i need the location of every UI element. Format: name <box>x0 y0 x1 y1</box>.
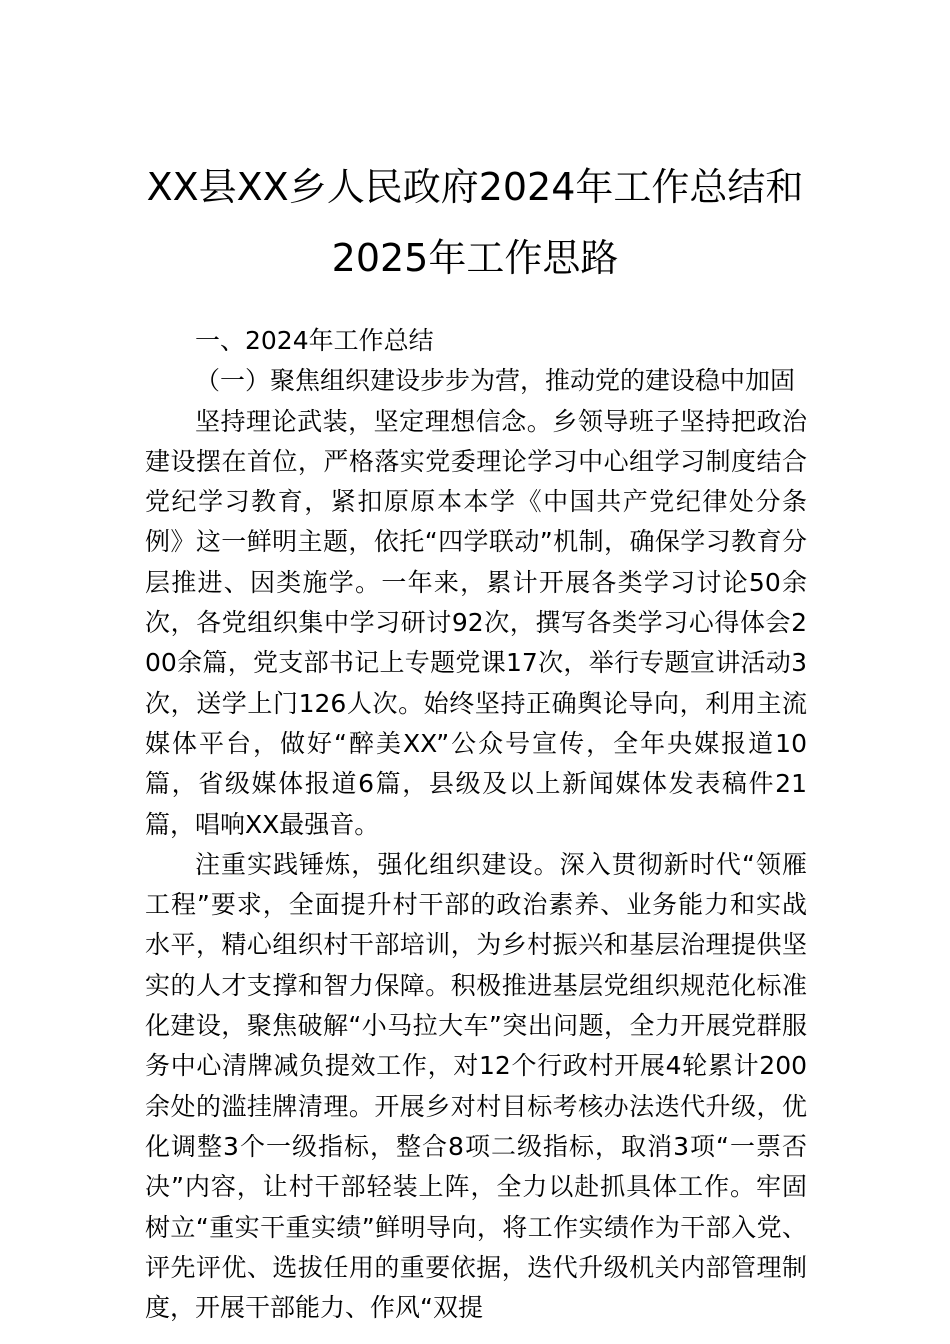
document-title-line-1: XX县XX乡人民政府2024年工作总结和 <box>146 165 804 209</box>
body-paragraph-1: 坚持理论武装，坚定理想信念。乡领导班子坚持把政治建设摆在首位，严格落实党委理论学习中心组学习制度结合党纪学习教育，紧扣原原本本学《中国共产党纪律处分条例》这一鲜明主题，依托“四学联动”机制，确保学习教育分层推进、因类施学。一年来，累计开展各类学习讨论50余次，各党组织集中学习研讨92次，撰写各类学习心得体会200余篇，党支部书记上专题党课17次，举行专题宣讲活动3次，送学上门126人次。始终坚持正确舆论导向，利用主流媒体平台，做好“醉美XX”公众号宣传，全年央媒报道10篇，省级媒体报道6篇，县级及以上新闻媒体发表稿件21篇，唱响XX最强音。 <box>145 406 807 839</box>
body-paragraph-2: 注重实践锤炼，强化组织建设。深入贯彻新时代“领雁工程”要求，全面提升村干部的政治素养、业务能力和实战水平，精心组织村干部培训，为乡村振兴和基层治理提供坚实的人才支撑和智力保障。积极推进基层党组织规范化标准化建设，聚焦破解“小马拉大车”突出问题，全力开展党群服务中心清牌减负提效工作，对12个行政村开展4轮累计200余处的滥挂牌清理。开展乡对村目标考核办法迭代升级，优化调整3个一级指标，整合8项二级指标，取消3项“一票否决”内容，让村干部轻装上阵，全力以赴抓具体工作。牢固树立“重实干重实绩”鲜明导向，将工作实绩作为干部入党、评先评优、选拔任用的重要依据，迭代升级机关内部管理制度，开展干部能力、作风“双提 <box>145 849 807 1323</box>
document-title-line-2: 2025年工作思路 <box>331 236 619 280</box>
subsection-heading: （一）聚焦组织建设步步为营，推动党的建设稳中加固 <box>195 366 796 396</box>
section-heading: 一、2024年工作总结 <box>195 326 434 355</box>
document-body <box>145 321 807 1328</box>
